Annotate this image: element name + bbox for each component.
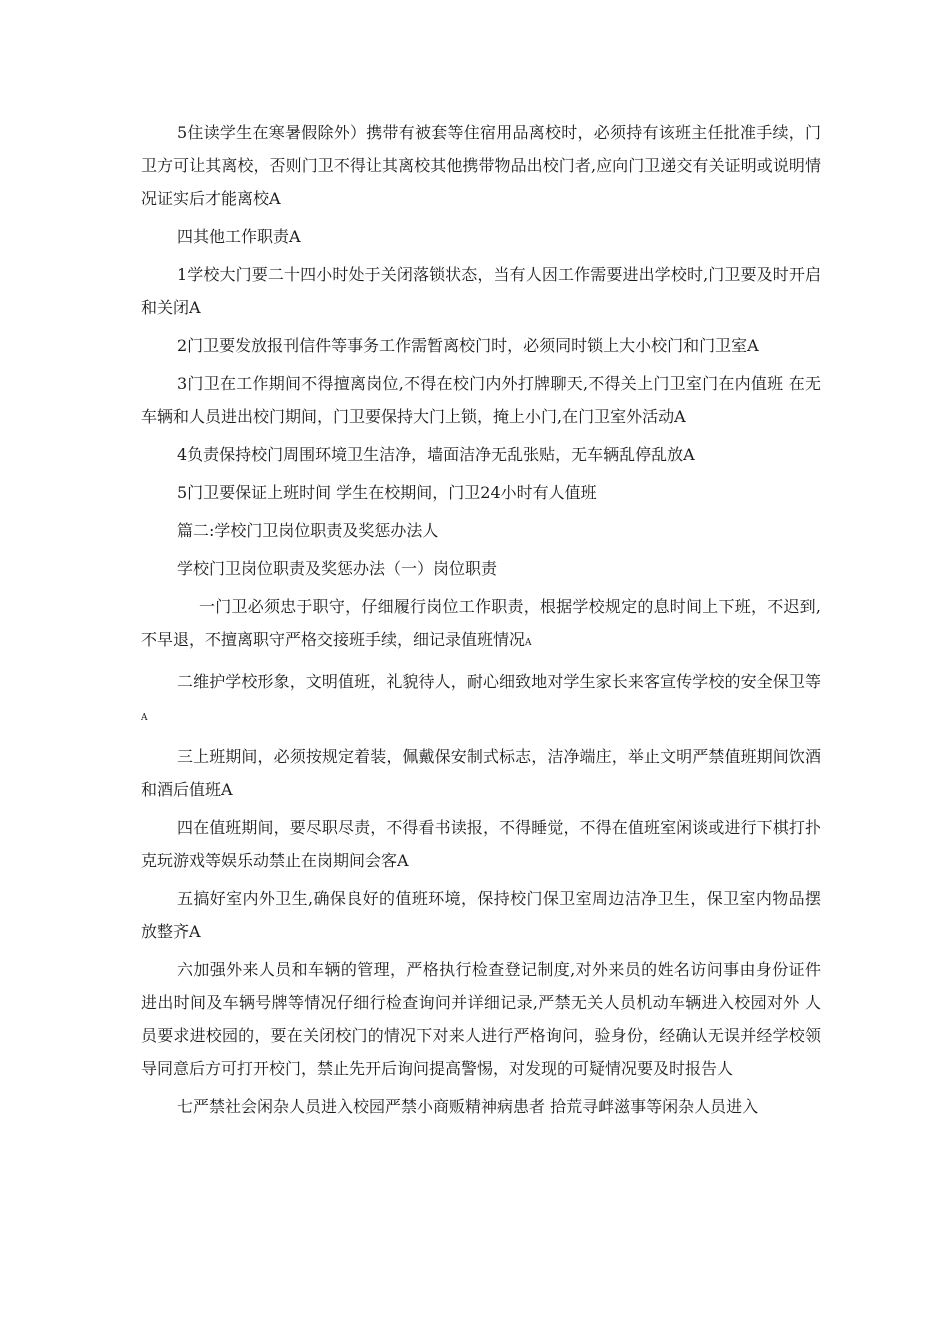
paragraph-13: 四在值班期间，要尽职尽责，不得看书读报，不得睡觉，不得在值班室闲谈或进行下棋打扑克玩游戏等娱乐动禁止在岗期间会客A: [141, 818, 821, 870]
paragraph-3: 1学校大门要二十四小时处于关闭落锁状态，当有人因工作需要进出学校时,门卫要及时开启和关闭A: [141, 265, 821, 317]
paragraph-11-text: 二维护学校形象，文明值班，礼貌待人，耐心细致地对学生家长来客宣传学校的安全保卫等: [177, 672, 821, 691]
paragraph-4: 2门卫要发放报刊信件等事务工作需暂离校门时，必须同时锁上大小校门和门卫室A: [177, 336, 759, 355]
paragraph-6: 4负责保持校门周围环境卫生洁净，墙面洁净无乱张贴，无车辆乱停乱放A: [177, 445, 695, 464]
paragraph-10-text: 一门卫必须忠于职守，仔细履行岗位工作职责，根据学校规定的息时间上下班，不迟到,不早退，不擅离职守严格交接班手续，细记录值班情况: [141, 597, 821, 649]
paragraph-15: 六加强外来人员和车辆的管理，严格执行检查登记制度,对外来员的姓名访问事由身份证件进出时间及车辆号牌等情况仔细行检查询问并详细记录,严禁无关人员机动车辆进入校园对外 人员要求进校园的，要在关闭校门的情况下对来人进行严格询问，验身份，经确认无误并经学校领导同意后方可打开校门，禁止先开后询问提高警惕，对发现的可疑情况要及时报告人: [141, 960, 821, 1078]
paragraph-2: 四其他工作职责A: [177, 227, 301, 246]
paragraph-11: [141, 665, 821, 735]
document-body: [141, 116, 821, 1128]
small-mark-1: A: [525, 638, 532, 648]
paragraph-10: [141, 590, 821, 660]
paragraph-5: 3门卫在工作期间不得擅离岗位,不得在校门内外打牌聊天,不得关上门卫室门在内值班 在无车辆和人员进出校门期间，门卫要保持大门上锁，掩上小门,在门卫室外活动A: [141, 374, 821, 426]
small-mark-2: A: [141, 713, 148, 723]
paragraph-16: 七严禁社会闲杂人员进入校园严禁小商贩精神病患者 拾荒寻衅滋事等闲杂人员进入: [177, 1097, 759, 1116]
paragraph-7: 5门卫要保证上班时间 学生在校期间，门卫24小时有人值班: [177, 483, 597, 502]
paragraph-12: 三上班期间，必须按规定着装，佩戴保安制式标志，洁净端庄，举止文明严禁值班期间饮酒和酒后值班A: [141, 747, 821, 799]
paragraph-9: 学校门卫岗位职责及奖惩办法（一）岗位职责: [177, 559, 498, 578]
paragraph-8: 篇二:学校门卫岗位职责及奖惩办法人: [177, 521, 439, 540]
paragraph-14: 五搞好室内外卫生,确保良好的值班环境，保持校门保卫室周边洁净卫生，保卫室内物品摆放整齐A: [141, 889, 821, 941]
paragraph-1: 5住读学生在寒暑假除外）携带有被套等住宿用品离校时，必须持有该班主任批准手续，门卫方可让其离校，否则门卫不得让其离校其他携带物品出校门者,应向门卫递交有关证明或说明情况证实后才能离校A: [141, 123, 821, 208]
